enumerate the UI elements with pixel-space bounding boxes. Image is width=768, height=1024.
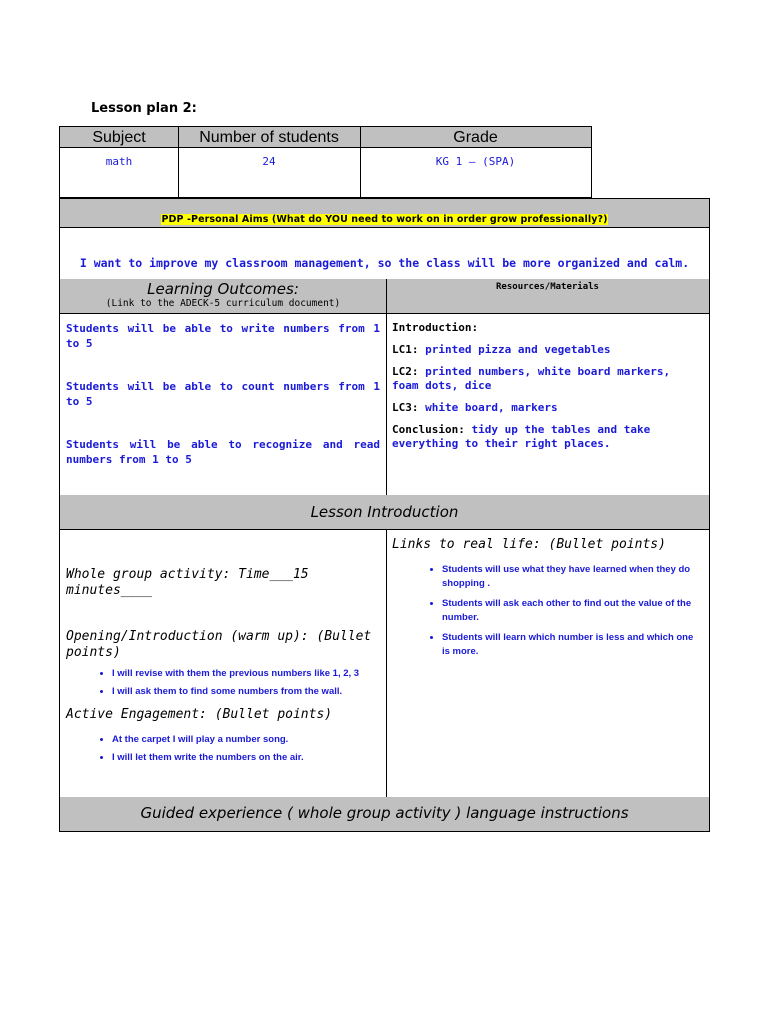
learning-outcomes-subtitle: (Link to the ADECK-5 curriculum document) [105,298,341,309]
pdp-heading-row [60,199,709,227]
resources-lc3: LC3: white board, markers [392,401,558,414]
pdp-heading: PDP -Personal Aims (What do YOU need to work on in order grow professionally?) [161,214,608,225]
resources-introduction: Introduction: [392,321,479,334]
whole-group-activity: Whole group activity: Time___15 minutes____ [66,567,309,598]
active-engagement-list [66,733,380,765]
resources-lc1: LC1: printed pizza and vegetables [392,343,611,356]
learning-outcome-item: Students will be able to write numbers from 1 to 5 [66,322,380,350]
lesson-info-table [59,126,592,198]
subject-header: Subject [60,127,178,148]
grade-header: Grade [360,127,591,148]
learning-outcome-item: Students will be able to recognize and read numbers from 1 to 5 [66,438,380,466]
list-item: • I will ask them to find some numbers from the wall. [112,685,380,699]
resources-lc2: LC2: printed numbers, white board markers, foam dots, dice [392,365,671,392]
page-title: Lesson plan 2: [91,101,197,116]
students-value: 24 [262,155,276,168]
list-item: • I will revise with them the previous numbers like 1, 2, 3 [112,667,380,681]
subject-value: math [105,155,133,168]
lesson-introduction-heading: Lesson Introduction [60,495,709,529]
learning-outcomes-header [60,279,386,313]
opening-list [66,667,380,699]
learning-outcomes-list [60,313,386,495]
list-item: • Students will learn which number is less and which one is more. [442,631,703,659]
lesson-intro-left [60,529,386,797]
list-item: • I will let them write the numbers on the air. [112,751,380,765]
list-item: • Students will use what they have learned when they do shopping . [442,563,703,591]
guided-experience-heading: Guided experience ( whole group activity ) language instructions [60,797,709,831]
resources-list [386,313,709,495]
links-list [392,563,703,659]
learning-outcomes-title: Learning Outcomes: [147,280,299,298]
learning-outcome-item: Students will be able to count numbers from 1 to 5 [66,380,380,408]
lesson-plan-table [59,198,710,832]
active-engagement-heading: Active Engagement: (Bullet points) [66,707,333,722]
resources-conclusion: Conclusion: tidy up the tables and take everything to their right places. [392,423,651,450]
links-heading: Links to real life: (Bullet points) [392,537,666,552]
lesson-intro-right [386,529,709,797]
list-item: • Students will ask each other to find out the value of the number. [442,597,703,625]
grade-value: KG 1 – (SPA) [435,155,516,168]
students-header: Number of students [178,127,360,148]
resources-header: Resources/Materials [386,279,709,313]
pdp-aim: I want to improve my classroom management, so the class will be more organized and calm. [79,256,690,270]
opening-heading: Opening/Introduction (warm up): (Bullet points) [66,629,372,660]
list-item: • At the carpet I will play a number song. [112,733,380,747]
